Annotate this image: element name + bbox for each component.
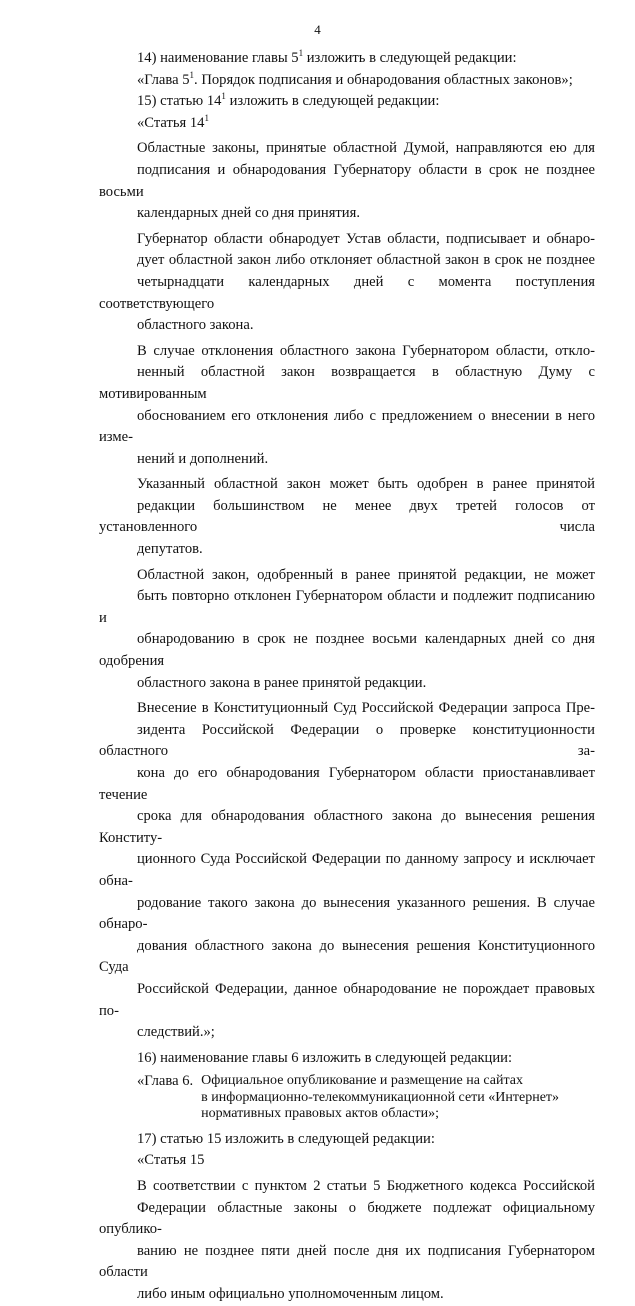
paragraph: Областные законы, принятые областной Думой, направляются ею для подписания и обнародования Губернатору области в срок не позднее восьми календарных дней со дня принятия. <box>99 140 595 222</box>
article-15-title: «Статья 15 <box>137 1152 205 1169</box>
document-body <box>99 48 595 1306</box>
chapter-6-name: Официальное опубликование и размещение на сайтах в информационно-телекоммуникационной сети «Интернет» нормативных правовых актов области»; <box>201 1073 560 1122</box>
chapter-5-1-title: «Глава $5^1$. Порядок подписания и обнародования областных законов»; <box>137 69 573 88</box>
amendment-item-14: 14) наименование главы $5^1$ изложить в следующей редакции: <box>137 48 517 66</box>
paragraph: Указанный областной закон может быть одобрен в ранее принятой редакции большинством не менее двух третей голосов от установленного числа депутатов. <box>99 476 595 558</box>
paragraph: В соответствии с пунктом 2 статьи 5 Бюджетного кодекса Российской Федерации областные законы о бюджете подлежат официальному опублико- ванию не позднее пяти дней после дня их подписания Губернатором области либо иным официально уполномоченным лицом. <box>99 1178 595 1302</box>
paragraph: Областной закон, одобренный в ранее принятой редакции, не может быть повторно отклонен Губернатором области и подлежит подписанию и обнародованию в срок не позднее восьми календарных дней со дня одобрения областного закона в ранее принятой редакции. <box>99 566 595 691</box>
amendment-item-15: 15) статью $14^1$ изложить в следующей редакции: <box>137 91 440 110</box>
paragraph: В случае отклонения областного закона Губернатором области, откло- ненный областной закон возвращается в областную Думу с мотивированным обоснованием его отклонения либо с предложением о внесении в него изме- нений и дополнений. <box>99 342 595 467</box>
paragraph: Губернатор области обнародует Устав области, подписывает и обнаро- дует областной закон либо отклоняет областной закон в срок не позднее четырнадцати календарных дней с момента поступления соответствующего областного закона. <box>99 230 595 334</box>
article-14-1-title: «Статья $14^1$ <box>137 112 209 131</box>
chapter-6-label: «Глава 6. <box>137 1073 194 1090</box>
page-number: 4 <box>314 22 321 37</box>
amendment-item-17: 17) статью 15 изложить в следующей редакции: <box>137 1130 435 1147</box>
chapter-6-title <box>99 1073 595 1123</box>
paragraph: Внесение в Конституционный Суд Российской Федерации запроса Пре- зидента Российской Федерации о проверке конституционности областного за- кона до его обнародования Губернатором области приостанавливает течение срока для обнародования областного закона до вынесения решения Конститу- ционного Суда Российской Федерации по данному запросу и исключает обна- родование такого закона до вынесения указанного решения. В случае обнаро- дования областного закона до вынесения решения Конституционного Суда Российской Федерации, данное обнародование не порождает правовых по- следствий.»; <box>99 700 595 1041</box>
amendment-item-16: 16) наименование главы 6 изложить в следующей редакции: <box>137 1049 513 1066</box>
